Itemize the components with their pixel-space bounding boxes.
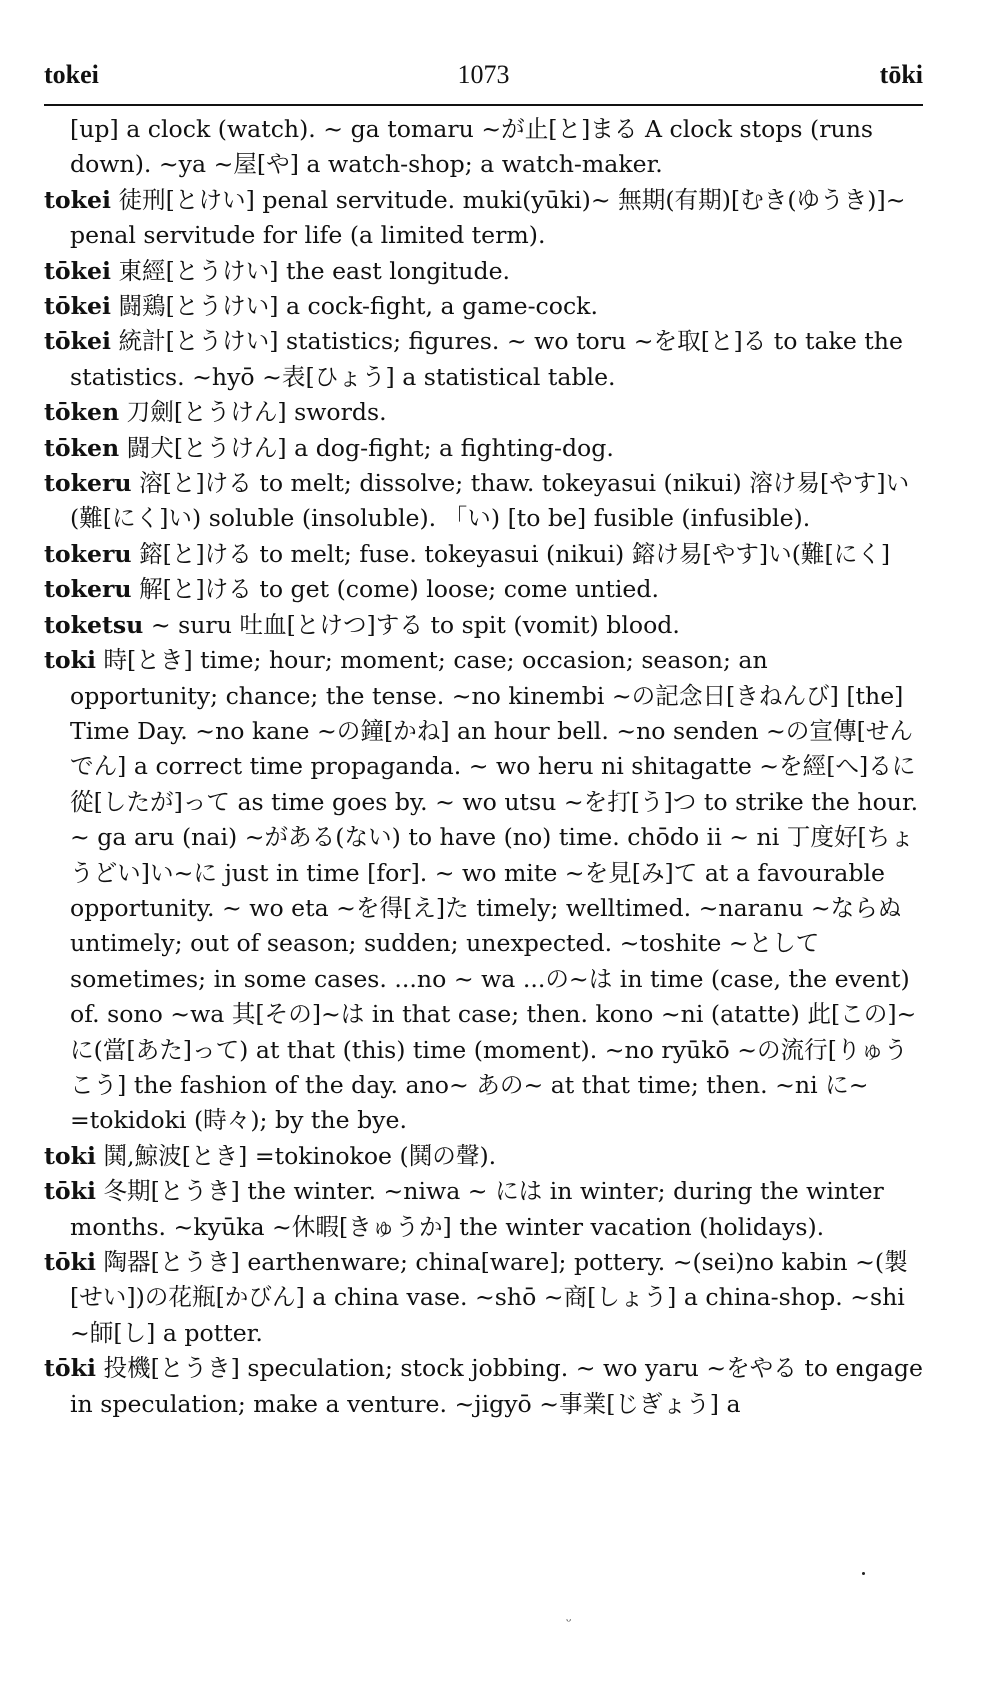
entry-headword: tōken	[44, 398, 120, 427]
dictionary-entry	[44, 254, 923, 289]
entry-headword: tokeru	[44, 575, 132, 604]
dictionary-entry	[44, 608, 923, 643]
entry-headword: tokeru	[44, 469, 132, 498]
dictionary-entry	[44, 112, 923, 183]
entry-text: 闘犬[とうけん] a dog-fight; a fighting-dog.	[119, 433, 614, 462]
entry-text: 陶器[とうき] earthenware; china[ware]; pottery. ~(sei)no kabin ~(製[せい])の花瓶[かびん] a china vase. ~shō ~商[しょう] a china-shop. ~shi ~師[し] a potter.	[70, 1248, 908, 1347]
entry-headword: toketsu	[44, 610, 144, 639]
header-rule	[44, 104, 923, 106]
dictionary-entry	[44, 395, 923, 430]
entry-text: 鬨,鯨波[とき] =tokinokoe (鬨の聲).	[95, 1141, 497, 1170]
entry-text: 溶[と]ける to melt; dissolve; thaw. tokeyasui (nikui) 溶け易[やす]い(難[にく]い) soluble (insoluble). 「い) [to be] fusible (infusible).	[70, 469, 910, 533]
dictionary-entry	[44, 1351, 923, 1422]
entry-text: 解[と]ける to get (come) loose; come untied.	[131, 575, 659, 604]
entry-text: 刀劍[とうけん] swords.	[119, 398, 387, 427]
dictionary-entries	[44, 112, 923, 1422]
entry-text: 統計[とうけい] statistics; figures. ~ wo toru ~を取[と]る to take the statistics. ~hyō ~表[ひょう] a statistical table.	[70, 327, 903, 391]
dictionary-entry	[44, 289, 923, 324]
entry-headword: toki	[44, 1141, 96, 1170]
page-header	[44, 60, 923, 100]
dictionary-entry	[44, 466, 923, 537]
entry-text: 徒刑[とけい] penal servitude. muki(yūki)~ 無期(有期)[むき(ゆうき)]~ penal servitude for life (a limited term).	[70, 185, 906, 250]
scan-mark: ᵕ	[566, 1614, 572, 1630]
entry-text: 冬期[とうき] the winter. ~niwa ~ には in winter; during the winter months. ~kyūka ~休暇[きゅうか] the winter vacation (holidays).	[70, 1177, 884, 1241]
entry-headword: tōkei	[44, 292, 111, 321]
header-right-guide-word: tōki	[879, 60, 923, 89]
entry-headword: tokei	[44, 185, 111, 214]
entry-headword: tōki	[44, 1354, 96, 1383]
dictionary-entry	[44, 537, 923, 572]
entry-headword: tōkei	[44, 256, 111, 285]
entry-headword: tōken	[44, 433, 120, 462]
entry-text: 投機[とうき] speculation; stock jobbing. ~ wo yaru ~をやる to engage in speculation; make a venture. ~jigyō ~事業[じぎょう] a	[70, 1354, 923, 1418]
dictionary-entry	[44, 183, 923, 254]
entry-headword: tokeru	[44, 539, 132, 568]
page-number: 1073	[457, 60, 510, 89]
entry-text: ~ suru 吐血[とけつ]する to spit (vomit) blood.	[143, 610, 680, 639]
ink-speck	[862, 1572, 865, 1575]
entry-text: 鎔[と]ける to melt; fuse. tokeyasui (nikui) 鎔け易[やす]い(難[にく]	[131, 539, 891, 568]
entry-headword: tōki	[44, 1177, 96, 1206]
dictionary-entry	[44, 431, 923, 466]
entry-text: 東經[とうけい] the east longitude.	[110, 256, 511, 285]
dictionary-entry	[44, 1174, 923, 1245]
dictionary-entry	[44, 324, 923, 395]
dictionary-entry	[44, 1139, 923, 1174]
dictionary-entry	[44, 1245, 923, 1351]
entry-text: [up] a clock (watch). ~ ga tomaru ~が止[と]まる A clock stops (runs down). ~ya ~屋[や] a watch-shop; a watch-maker.	[70, 115, 873, 179]
dictionary-entry	[44, 643, 923, 1139]
entry-headword: tōkei	[44, 327, 111, 356]
dictionary-entry	[44, 572, 923, 607]
entry-text: 闘鶏[とうけい] a cock-fight, a game-cock.	[110, 292, 598, 321]
entry-text: 時[とき] time; hour; moment; case; occasion; season; an opportunity; chance; the tense. ~no kinembi ~の記念日[きねんび] [the] Time Day. ~no kane ~の鐘[かね] an hour bell. ~no senden ~の宣傳[せんでん] a correct time propaganda. ~ wo heru ni shitagatte ~を經[へ]るに從[したが]って as time goes by. ~ wo utsu ~を打[う]つ to strike the hour. ~ ga aru (nai) ~がある(ない) to have (no) time. chōdo ii ~ ni 丁度好[ちょうどい]い~に just in time [for]. ~ wo mite ~を見[み]て at a favourable opportunity. ~ wo eta ~を得[え]た timely; welltimed. ~naranu ~ならぬ untimely; out of season; sudden; unexpected. ~toshite ~として sometimes; in some cases. ...no ~ wa ...の~は in time (case, the event) of. sono ~wa 其[その]~は in that case; then. kono ~ni (atatte) 此[この]~に(當[あた]って) at that (this) time (moment). ~no ryūkō ~の流行[りゅうこう] the fashion of the day. ano~ あの~ at that time; then. ~ni に~ =tokidoki (時々); by the bye.	[70, 646, 919, 1135]
entry-headword: toki	[44, 646, 96, 675]
entry-headword: tōki	[44, 1248, 96, 1276]
header-left-guide-word: tokei	[44, 60, 99, 89]
